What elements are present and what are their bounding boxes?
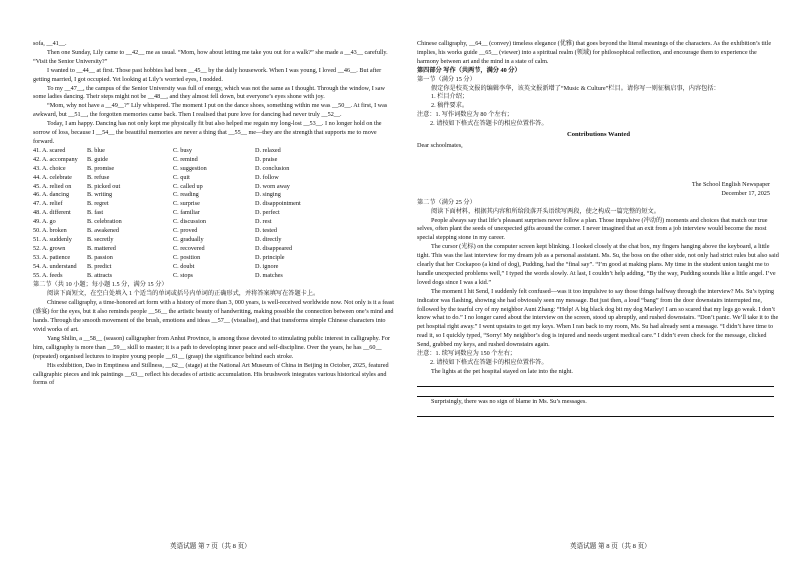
option: D. relaxed [255,146,281,154]
cloze-options [33,147,396,281]
option: D. follow [255,173,279,181]
option: 45. A. relied on [33,182,72,190]
option: 51. A. suddenly [33,235,72,243]
answer-line [417,387,774,397]
option: 44. A. celebrate [33,173,72,181]
writing-space [417,151,780,181]
option: 41. A. scared [33,146,66,154]
contributions-wanted-title: Contributions Wanted [566,131,631,139]
option-row [33,263,396,272]
passage-paragraph: Chinese calligraphy, a time-honored art form with a history of more than 3, 000 years, is well-received worldwide now. Not only is it a feast (盛宴) for the eyes, but it also reminds people __56__ the artistic beauty of handwriting, making possible the connection between one’s mind and hands. Through the smooth movement of the brush, emotions and ideas __57__ (visualise), and that transforms simple Chinese characters into vivid works of art. [33,299,394,333]
story-paragraph: To my __47__, the campus of the Senior University was full of energy, which was not the same as I thought. Through the window, I saw some ladies dancing. Their steps might not be __48__, and they almost fell down, but everyone’s eyes shone with joy. [33,84,385,101]
option-row [33,191,396,200]
option: C. called up [173,182,203,190]
option: D. disappeared [255,244,293,252]
story-paragraph: Then one Sunday, Lily came to __42__ me as usual. “Mom, how about letting me take you out for a walk?” she made a __43__ carefully. “Visit the Senior University?” [33,48,388,65]
option-row [33,165,396,174]
option: C. reading [173,191,199,199]
answer-line [417,377,774,387]
salutation: Dear schoolmates, [417,141,463,149]
story-paragraph: Today, I am happy. Dancing has not only kept me physically fit but also helped me regain my long-lost __53__. I no longer hold on the sorrow of loss, because I __54__ the beautiful memories are never a thing that __55__ me—they are the strength that supports me to move forward. [33,120,382,145]
option-row [33,272,396,281]
note: 注意：1. 续写词数应为 150 个左右； [417,350,516,358]
answer-line [417,407,774,417]
option: 48. A. different [33,209,71,217]
section-heading: 第二节（共 10 小题；每小题 1.5 分，满分 15 分） [33,281,168,289]
continuation-prompt: The lights at the pet hospital stayed on late into the night. [431,367,573,375]
page-7-footer: 英语试题 第 7 页（共 8 页） [170,543,251,550]
section-instruction: 阅读下面短文，在空白处填入 1 个适当的单词或括号内单词的正确形式，并将答案填写在答题卡上。 [47,290,320,298]
cloze-story [33,40,396,147]
option: B. writing [87,191,113,199]
option: 42. A. accompany [33,155,78,163]
note: 2. 请按如下格式在答题卡的相应位置作答。 [430,120,548,128]
option: B. refuse [87,173,110,181]
option: 47. A. relief [33,200,63,208]
option: B. regret [87,200,109,208]
option: C. doubt [173,262,195,270]
story-paragraph: The cursor (光标) on the computer screen kept blinking. I looked closely at the chat box, my fingers hanging above the keyboard, a little tight. This was the last interview for my dream job as a personal assistant. Ms. Su, the boss on the other side, not only had strict rules but also said clearly that her Cockapoo (a kind of dog), Pudding, had the “final say”. “I’m good at making plans. My time in the student union taught me to handle unexpected problems well,” I typed the words slowly. At last, I couldn’t help adding, “By the way, Pudding sounds like a little angel. I’ve loved dogs since I was a kid.” [417,243,779,286]
option: B. secretly [87,235,114,243]
option: C. surprise [173,200,200,208]
option: D. conclusion [255,164,290,172]
option: B. awakened [87,227,119,235]
option: 52. A. grown [33,244,66,252]
note: 注意：1. 写作词数应为 80 个左右； [417,111,513,119]
option: D. matches [255,271,283,279]
option: 50. A. broken [33,227,67,235]
date: December 17, 2025 [721,189,770,197]
story-paragraph: sofa, __41__. [33,40,67,47]
option: D. worn away [255,182,290,190]
option: B. celebration [87,218,122,226]
option: B. predict [87,262,112,270]
option: D. perfect [255,209,280,217]
content-point: 2. 稿件要求。 [431,102,469,110]
story-paragraph: People always say that life’s pleasant surprises never follow a plan. Those impulsive (冲动的) moments and choices that match our true selves, often plant the seeds of unexpected gifts around the corner. I never imagined that an exit from a job interview would become the most special stepping stone in my career. [417,216,768,242]
part4-heading: 第四部分 写作（共两节，满分 40 分） [417,66,521,74]
option-row [33,183,396,192]
option-row [33,156,396,165]
option: 53. A. patience [33,253,71,261]
option: C. proved [173,227,198,235]
continuation-prompt: Surprisingly, there was no sign of blame in Ms. Su’s messages. [431,397,587,405]
option: B. promise [87,164,115,172]
option: C. position [173,253,201,261]
section-heading: 第一节（满分 15 分） [417,75,476,83]
page-7-column [33,40,396,388]
option-row [33,227,396,236]
option: C. recovered [173,244,205,252]
option-row [33,254,396,263]
story-paragraph: I wanted to __44__ at first. Those past hobbies had been __45__ by the daily housework. When I was young, I loved __46__. But after getting married, I got occupied. Yet looking at Lily’s worried eyes, I nodded. [33,66,382,83]
option-row [33,174,396,183]
option: 55. A. feeds [33,271,63,279]
option: D. praise [255,155,278,163]
option: D. ignore [255,262,279,270]
story-paragraph: “Mom, why not have a __49__?” Lily whispered. The moment I put on the dance shoes, something within me was __50__. At first, I was awkward, but __51__, the forgotten memories came back. Then I realised that pure love for dancing had never truly __52__. [33,102,388,119]
option: C. familiar [173,209,200,217]
option-row [33,209,396,218]
section-instruction: 假定你是校英文报的编辑李华，该英文报新增了“Music & Culture”栏目。请你写一则征稿启事，内容包括： [431,84,720,92]
section-instruction: 阅读下面材料，根据其内容和所给段落开头语续写两段，使之构成一篇完整的短文。 [431,207,660,215]
passage-paragraph: His exhibition, Dao in Emptiness and Stillness, __62__ (stage) at the National Art Museum of China in Beijing in October, 2025, featured calligraphic pieces and ink paintings __63__ reflect his decades of artistic accumulation. His brushwork integrates various historical styles and forms of [33,361,389,387]
option: D. directly [255,235,282,243]
option-row [33,200,396,209]
option: D. singing [255,191,281,199]
signature: The School English Newspaper [691,180,770,188]
option: B. fast [87,209,104,217]
option: D. principle [255,253,285,261]
option: C. gradually [173,235,204,243]
option: C. quit [173,173,190,181]
option-row [33,218,396,227]
option-row [33,245,396,254]
option: 54. A. understand [33,262,77,270]
option: C. stops [173,271,193,279]
page-8-column [417,40,780,417]
option: D. rest [255,218,272,226]
content-point: 1. 栏目介绍； [431,93,469,101]
option: B. picked out [87,182,121,190]
section-heading: 第二节（满分 25 分） [417,198,476,206]
option: 43. A. choice [33,164,66,172]
option: C. busy [173,146,192,154]
option: B. blue [87,146,105,154]
option: C. remind [173,155,198,163]
note: 2. 请按如下格式在答题卡的相应位置作答。 [430,359,548,366]
passage-paragraph: Chinese calligraphy, __64__ (convey) timeless elegance (优雅) that goes beyond the literal meanings of the characters. As the exhibition’s title implies, his works guide __65__ (viewer) into a spiritual realm (领域) for philosophical reflection, and encourage them to experience the harmony between art and the mind in a state of calm. [417,40,772,65]
option: C. discussion [173,218,207,226]
passage-paragraph: Yang Shilin, a __58__ (season) calligrapher from Anhui Province, is among those devoted to stimulating public interest in calligraphy. For him, calligraphy is more than __59__ skill to master; it is a path to developing inner peace and self-discipline. Over the years, he has __60__ (repeated) organised lectures to inspire young people __61__ (grasp) the significance behind each stroke. [33,334,391,360]
option-row [33,147,396,156]
option: 49. A. go [33,218,56,226]
story-paragraph: The moment I hit Send, I suddenly felt confused—was it too impulsive to say those things halfway through the interview? Ms. Su’s typing indicator was flashing, showing she had obviously seen my message. But just then, a loud “bang” from the door downstairs interrupted me, followed by the tearful cry of my neighbor Aunt Zhang: “Help! A big black dog bit my dog Marley! I am so scared that my legs go weak. I don’t know what to do.” I no longer cared about the interview on the screen, stood up abruptly, and rushed downstairs. “Don’t panic. We’ll take it to the pet hospital right away.” I went upstairs to get my keys. When I ran back to my room, Ms. Su had already sent a message. “I didn’t have time to read it, so I quickly typed, “Sorry! My neighbor’s dog is injured and needs urgent medical care.” I didn’t even check for the message, clicked Send, grabbed my keys, and rushed downstairs again. [417,287,779,349]
option: B. guide [87,155,108,163]
option: C. suggestion [173,164,207,172]
option: B. mattered [87,244,116,252]
option-row [33,236,396,245]
option: 46. A. dancing [33,191,70,199]
option: D. tested [255,227,277,235]
option: D. disappointment [255,200,301,208]
option: B. passion [87,253,113,261]
option: B. attracts [87,271,113,279]
page-8-footer: 英语试题 第 8 页（共 8 页） [570,543,651,550]
